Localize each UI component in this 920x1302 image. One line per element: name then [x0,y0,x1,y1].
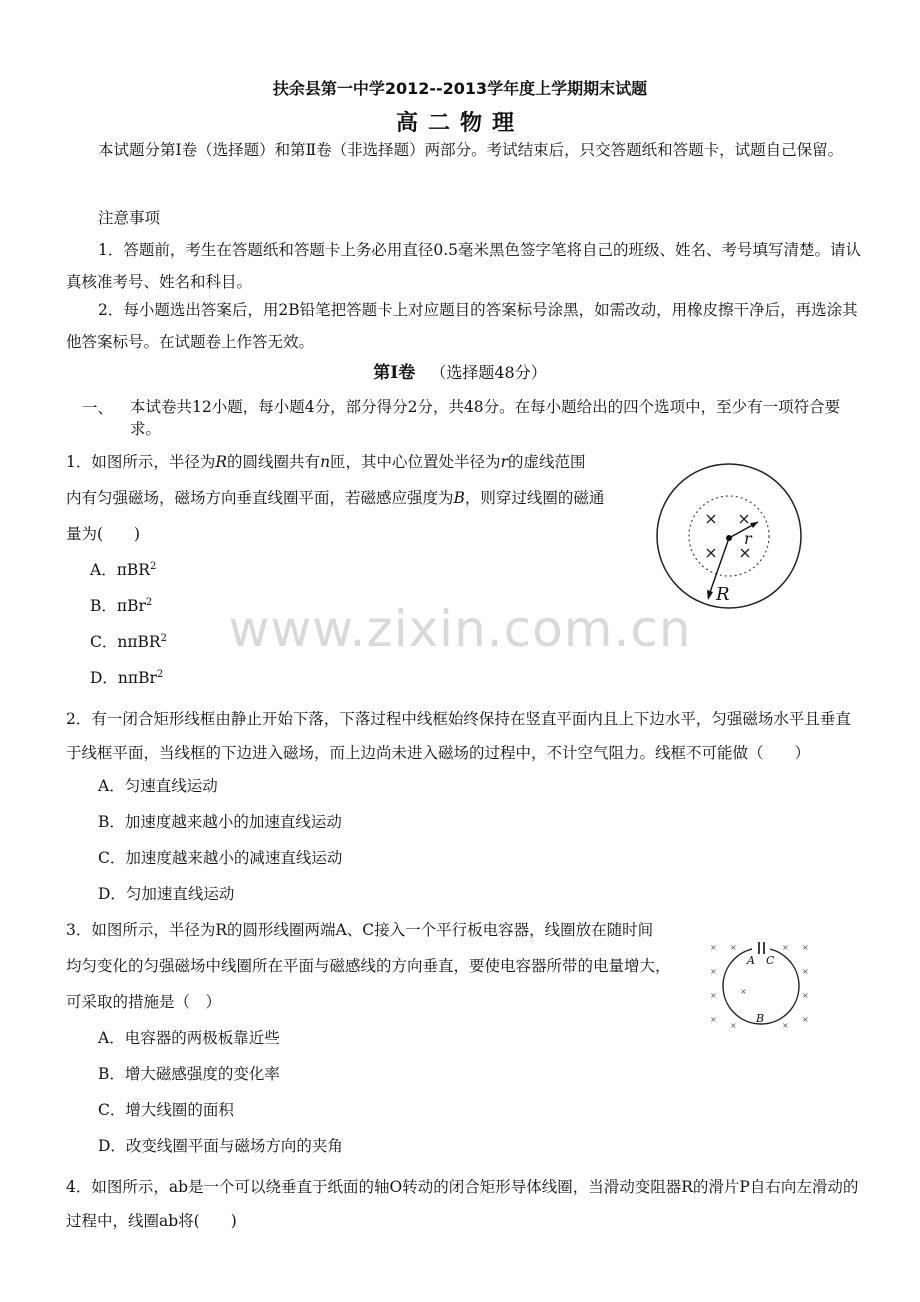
q1-option-a [90,558,156,580]
q1-text: 1．如图所示，半径为 [66,453,216,471]
q3-line-3: 可采取的措施是（ ） [66,993,222,1011]
q1-text: 的圆线圈共有 [227,453,321,471]
q3-option-a: A．电容器的两极板靠近些 [98,1029,280,1047]
svg-text:×: × [782,943,789,952]
svg-text:×: × [802,967,809,976]
notice-item-1: 1．答题前，考生在答题纸和答题卡上务必用直径0.5毫米黑色签字笔将自己的班级、姓名、考号填写清楚。请认真核准考号、姓名和科目。 [66,241,862,291]
subject-title: 高二物理 [395,110,524,136]
q3-option-d: D．改变线圈平面与磁场方向的夹角 [98,1137,343,1155]
svg-text:×: × [730,1021,737,1030]
q1-option-a-exp: 2 [149,560,157,572]
q1-option-b-text: B．πBr [90,597,146,615]
q1-text: 内有匀强磁场，磁场方向垂直线圈平面，若磁感应强度为 [66,489,454,507]
q1-var-r: r [500,453,508,471]
q2-option-a: A．匀速直线运动 [98,777,218,795]
svg-text:×: × [730,943,737,952]
intro-paragraph: 本试题分第Ⅰ卷（选择题）和第Ⅱ卷（非选择题）两部分。考试结束后，只交答题纸和答题卡，试题自己保留。 [98,141,844,159]
svg-text:×: × [782,1021,789,1030]
section-subtitle: （选择题48分） [430,363,547,382]
q2-stem: 2．有一闭合矩形线框由静止开始下落，下落过程中线框始终保持在竖直平面内且上下边水平，匀强磁场水平且垂直于线框平面，当线框的下边进入磁场，而上边尚未进入磁场的过程中，不计空气阻力。线框不可能做（ ） [66,710,851,762]
q1-option-a-text: A．πBR [90,561,150,579]
svg-text:×: × [710,991,717,1000]
q1-option-b-exp: 2 [145,596,153,608]
q2-option-c: C．加速度越来越小的减速直线运动 [98,849,343,867]
figure-label-A: A [747,954,755,967]
capacitor-gap [752,944,770,952]
q3-option-c: C．增大线圈的面积 [98,1101,234,1119]
q1-option-c-exp: 2 [160,632,167,644]
q1-text: 匝，其中心位置处半径为 [330,453,501,471]
q2-option-b: B．加速度越来越小的加速直线运动 [98,813,342,831]
notice-heading: 注意事项 [98,209,161,227]
svg-text:×: × [802,1015,809,1024]
watermark: www.zixin.com.cn [228,600,692,658]
notice-item-2: 2．每小题选出答案后，用2B铅笔把答题卡上对应题目的答案标号涂黑，如需改动，用橡皮擦干净后，再选涂其他答案标号。在试题卷上作答无效。 [66,301,858,351]
q1-text: 的虚线范围 [507,453,586,471]
radius-R-arrowhead [707,590,713,600]
q1-option-c-text: C．nπBR [90,633,161,651]
q1-line-3: 量为( ) [66,525,141,543]
q1-text: ，则穿过线圈的磁通 [464,489,605,507]
figure-label-r: r [744,529,752,548]
q1-var-n: n [320,453,331,471]
svg-text:×: × [802,991,809,1000]
exam-title: 扶余县第一中学2012--2013学年度上学期期末试题 [272,79,648,98]
radius-r-arrowhead [750,522,758,528]
q1-line-1 [66,450,586,472]
q1-var-R: R [215,453,228,471]
instruction-number: 一、 [82,399,114,417]
q1-line-2 [66,486,604,508]
q3-option-b: B．增大磁感强度的变化率 [98,1065,280,1083]
q1-var-B: B [453,489,465,507]
svg-text:×: × [710,1015,717,1024]
q4-stem: 4．如图所示，ab是一个可以绕垂直于纸面的轴O转动的闭合矩形导体线圈，当滑动变阻器R的滑片P自右向左滑动的过程中，线圈ab将( ) [66,1178,859,1230]
figure-label-B: B [756,1012,765,1025]
q1-option-d [90,666,163,688]
q3-capacitor-coil-figure [700,936,820,1036]
q1-option-d-exp: 2 [156,668,164,680]
figure-label-C: C [766,954,775,967]
instruction-text: 本试卷共12小题，每小题4分，部分得分2分，共48分。在每小题给出的四个选项中，至少有一项符合要求。 [130,398,841,438]
q1-coil-figure [652,460,806,610]
svg-text:×: × [740,987,747,996]
q2-option-d: D．匀加速直线运动 [98,885,235,903]
section-title: 第Ⅰ卷 [373,363,416,383]
q3-line-2: 均匀变化的匀强磁场中线圈所在平面与磁感线的方向垂直，要使电容器所带的电量增大， [66,957,671,975]
q3-line-1: 3．如图所示，半径为R的圆形线圈两端A、C接入一个平行板电容器，线圈放在随时间 [66,921,654,939]
q1-option-d-text: D．nπBr [90,669,157,687]
section-heading [0,358,920,383]
svg-text:×: × [802,943,809,952]
svg-text:×: × [710,943,717,952]
svg-text:×: × [710,967,717,976]
figure-label-R: R [716,584,730,605]
